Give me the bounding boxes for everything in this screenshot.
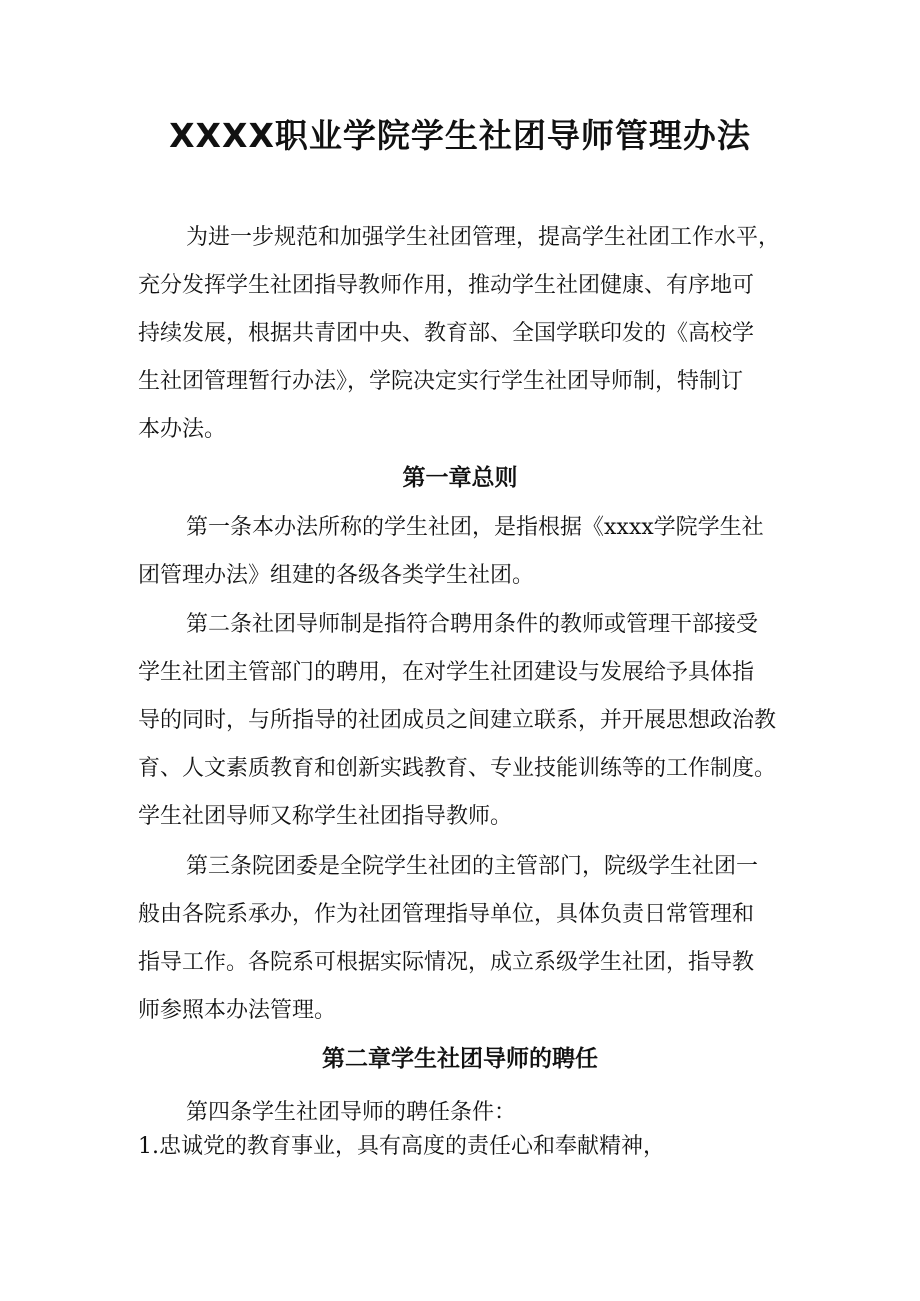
text-line: 充分发挥学生社团指导教师作用，推动学生社团健康、有序地可 <box>138 273 755 298</box>
text-line: 第二条社团导师制是指符合聘用条件的教师或管理干部接受 <box>186 612 759 637</box>
text-line: 团管理办法》组建的各级各类学生社团。 <box>138 563 535 588</box>
text-line: 般由各院系承办，作为社团管理指导单位，具体负责日常管理和 <box>138 902 755 927</box>
text-line: 育、人文素质教育和创新实践教育、专业技能训练等的工作制度。 <box>138 756 777 781</box>
chapter-1-heading: 第一章总则 <box>402 465 518 491</box>
chapter-2-heading: 第二章学生社团导师的聘任 <box>322 1046 598 1072</box>
text-line: 第一条本办法所称的学生社团，是指根据《xxxx学院学生社 <box>186 515 764 540</box>
text-line: 第三条院团委是全院学生社团的主管部门，院级学生社团一 <box>186 854 759 879</box>
text-line: 学生社团主管部门的聘用，在对学生社团建设与发展给予具体指 <box>138 660 755 685</box>
text-line: 导的同时，与所指导的社团成员之间建立联系，并开展思想政治教 <box>138 708 777 733</box>
text-line: 为进一步规范和加强学生社团管理，提高学生社团工作水平， <box>186 225 781 250</box>
text-line: 第四条学生社团导师的聘任条件： <box>186 1100 517 1125</box>
text-line: 持续发展，根据共青团中央、教育部、全国学联印发的《高校学 <box>138 321 755 346</box>
text-line: 生社团管理暂行办法》，学院决定实行学生社团导师制，特制订 <box>138 369 744 394</box>
text-line: 学生社团导师又称学生社团指导教师。 <box>138 804 513 829</box>
document-title: XXXX职业学院学生社团导师管理办法 <box>169 116 751 155</box>
list-item: 1.忠诚党的教育事业，具有高度的责任心和奉献精神， <box>138 1134 665 1159</box>
text-line: 师参照本办法管理。 <box>138 998 337 1023</box>
text-line: 本办法。 <box>138 417 227 442</box>
text-line: 指导工作。各院系可根据实际情况，成立系级学生社团，指导教 <box>138 950 755 975</box>
